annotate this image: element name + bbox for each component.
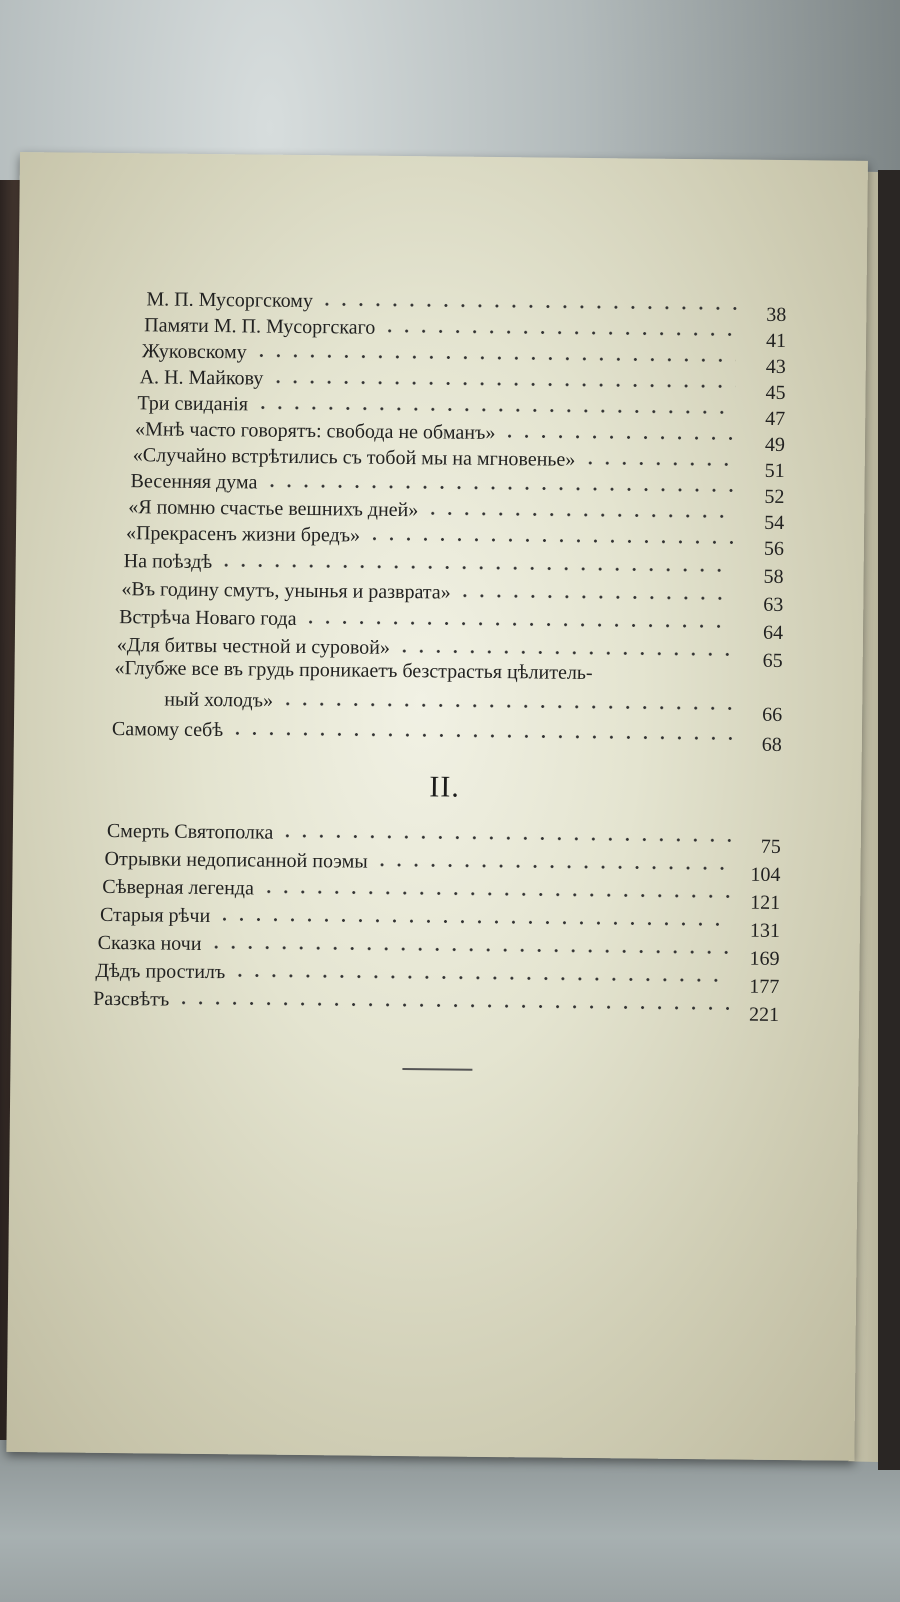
toc-entry-page: 54: [764, 511, 785, 535]
toc-entry-page: 65: [762, 649, 783, 673]
toc-entry-title: Дѣдъ простилъ: [95, 959, 226, 984]
end-rule: [402, 1068, 472, 1071]
table-of-contents: [6, 152, 868, 1461]
toc-entry-title: Памяти М. П. Мусоргскаго: [144, 314, 376, 339]
toc-entry-title: На поѣздѣ: [123, 550, 213, 574]
toc-entry-page: 131: [749, 919, 780, 942]
toc-entry-title: «Я помню счастье вешнихъ дней»: [128, 496, 419, 522]
toc-entry-page: 51: [764, 459, 785, 483]
toc-entry-title: А. Н. Майкову: [139, 366, 264, 390]
toc-entry-page: 49: [764, 433, 786, 457]
toc-entry-page: 169: [749, 947, 780, 970]
table-surface: [0, 1440, 900, 1602]
toc-entry-title: Сѣверная легенда: [102, 875, 255, 900]
toc-entry-title: Встрѣча Новаго года: [119, 606, 297, 630]
toc-entry-page: 75: [760, 835, 781, 859]
toc-entry-title: Старыя рѣчи: [99, 903, 211, 928]
toc-entry-page: 43: [765, 355, 786, 379]
toc-leader-dots: [501, 433, 735, 441]
toc-entry-page: 41: [765, 329, 787, 353]
toc-entry-page: 66: [762, 703, 783, 727]
toc-leader-dots: [366, 536, 734, 546]
toc-entry-page: 38: [766, 303, 787, 327]
toc-entry-page: 177: [749, 975, 780, 998]
toc-entry-page: 68: [761, 733, 782, 757]
toc-entry-title: «Случайно встрѣтились съ тобой мы на мгновенье»: [132, 444, 576, 471]
toc-leader-dots: [260, 889, 730, 900]
book-cover-edge: [878, 170, 900, 1470]
toc-leader-dots: [581, 460, 734, 468]
toc-entry-page: 45: [765, 381, 786, 405]
toc-entry-title: М. П. Мусоргскому: [146, 288, 314, 313]
toc-entry-title: Отрывки недописанной поэмы: [104, 847, 368, 873]
toc-leader-dots: [231, 972, 729, 983]
toc-entry-title: Жуковскому: [141, 340, 247, 364]
toc-entry-title: Три свиданія: [137, 392, 249, 416]
toc-leader-dots: [218, 562, 734, 573]
toc-entry-page: 121: [750, 891, 781, 915]
toc-entry-title-line1: «Глубже все въ грудь проникаетъ безстрастья цѣлитель-: [114, 657, 593, 685]
toc-entry-page: 58: [763, 565, 784, 589]
toc-leader-dots: [216, 916, 730, 927]
toc-entry-title: Самому себѣ: [111, 717, 224, 742]
toc-entry-title: «Прекрасенъ жизни бредъ»: [125, 522, 361, 547]
toc-entry-page: 104: [750, 863, 781, 887]
toc-leader-dots: [175, 1000, 729, 1012]
toc-entry-title: «Въ годину смутъ, унынья и разврата»: [121, 578, 451, 604]
toc-entry-page: 63: [763, 593, 784, 617]
toc-entry-title: «Мнѣ часто говорятъ: свобода не обманъ»: [134, 418, 496, 444]
toc-leader-dots: [207, 944, 729, 955]
toc-entry-page: 64: [762, 621, 784, 645]
toc-leader-dots: [374, 862, 731, 872]
toc-entry-title: Сказка ночи: [97, 931, 202, 955]
book-page: [6, 152, 868, 1461]
toc-leader-dots: [396, 648, 733, 658]
toc-leader-dots: [229, 730, 732, 741]
toc-entry: [93, 981, 780, 1026]
toc-entry-title: Смерть Святополка: [106, 819, 274, 844]
toc-leader-dots: [279, 701, 732, 712]
toc-entry-title: Весенняя дума: [130, 470, 258, 494]
toc-entry-title: «Для битвы честной и суровой»: [116, 634, 391, 659]
toc-entry-title: Разсвѣтъ: [93, 987, 170, 1011]
toc-entry: [111, 711, 782, 757]
toc-entry-title: ный холодъ»: [164, 688, 274, 712]
toc-entry-page: 52: [764, 485, 785, 509]
toc-entry-page: 56: [763, 537, 784, 561]
toc-leader-dots: [457, 593, 734, 602]
toc-leader-dots: [279, 833, 731, 844]
toc-entry-page: 47: [765, 407, 786, 431]
toc-entry-page: 221: [748, 1003, 780, 1026]
toc-leader-dots: [302, 619, 733, 630]
section-heading: II.: [429, 770, 461, 804]
